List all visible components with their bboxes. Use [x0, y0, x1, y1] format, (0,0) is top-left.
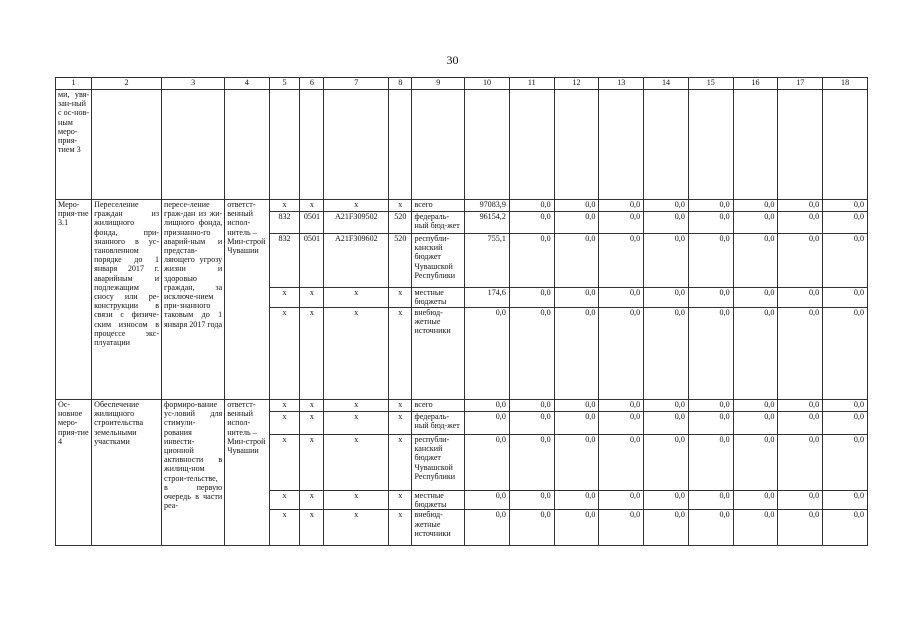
code-target: x	[324, 510, 389, 546]
amount-cell: 0,0	[599, 288, 644, 308]
column-header: 11	[509, 78, 554, 90]
column-header: 8	[389, 78, 412, 90]
amount-cell: 0,0	[733, 510, 778, 546]
amount-cell: 174,6	[465, 288, 510, 308]
amount-cell: 0,0	[823, 200, 868, 212]
amount-cell: 0,0	[509, 308, 554, 400]
code-grbs: x	[269, 200, 300, 212]
code-target: x	[324, 412, 389, 435]
amount-cell: 0,0	[599, 212, 644, 234]
column-header: 13	[599, 78, 644, 90]
amount-cell: 0,0	[599, 491, 644, 510]
amount-cell: 0,0	[644, 435, 689, 491]
amount-cell: 0,0	[509, 510, 554, 546]
amount-cell: 0,0	[554, 212, 599, 234]
code-section: x	[300, 288, 324, 308]
funding-source: местные бюджеты	[412, 288, 465, 308]
amount-cell: 0,0	[465, 412, 510, 435]
amount-cell: 0,0	[644, 200, 689, 212]
code-grbs: x	[269, 400, 300, 412]
code-target: A21F309602	[324, 234, 389, 288]
code-grbs: x	[269, 491, 300, 510]
amount-cell: 0,0	[465, 308, 510, 400]
amount-cell: 96154,2	[465, 212, 510, 234]
column-header: 17	[778, 78, 823, 90]
code-section: x	[300, 412, 324, 435]
code-target: x	[324, 308, 389, 400]
amount-cell: 0,0	[778, 491, 823, 510]
amount-cell: 0,0	[465, 510, 510, 546]
amount-cell: 0,0	[733, 412, 778, 435]
code-target: x	[324, 435, 389, 491]
amount-cell: 0,0	[733, 400, 778, 412]
code-expense-type: x	[389, 412, 412, 435]
code-section: 0501	[300, 212, 324, 234]
funding-source: внебюд-жетные источники	[412, 308, 465, 400]
amount-cell: 0,0	[644, 308, 689, 400]
responsible-executor: ответст-венный испол-нитель – Мин-строй Чувашии	[225, 200, 269, 400]
amount-cell: 0,0	[688, 288, 733, 308]
code-grbs: 832	[269, 234, 300, 288]
amount-cell: 0,0	[688, 234, 733, 288]
amount-cell: 0,0	[599, 510, 644, 546]
column-header: 1	[56, 78, 92, 90]
code-expense-type: x	[389, 491, 412, 510]
amount-cell: 0,0	[599, 200, 644, 212]
funding-source: всего	[412, 400, 465, 412]
amount-cell: 0,0	[823, 510, 868, 546]
measure-goal: формиро-вание ус-ловий для стимули-рования инвести-ционной активности в жилищ-ном строи-тельстве, в первую очередь в части реа-	[162, 400, 225, 546]
code-grbs: x	[269, 288, 300, 308]
code-section: 0501	[300, 234, 324, 288]
continuation-row	[56, 90, 868, 200]
amount-cell: 0,0	[509, 288, 554, 308]
amount-cell: 0,0	[465, 435, 510, 491]
amount-cell: 0,0	[554, 400, 599, 412]
empty-cell	[778, 90, 823, 200]
empty-cell	[324, 90, 389, 200]
empty-cell	[300, 90, 324, 200]
amount-cell: 0,0	[733, 288, 778, 308]
amount-cell: 0,0	[688, 510, 733, 546]
code-target: x	[324, 400, 389, 412]
funding-source: местные бюджеты	[412, 491, 465, 510]
code-section: x	[300, 491, 324, 510]
amount-cell: 97083,9	[465, 200, 510, 212]
empty-cell	[733, 90, 778, 200]
amount-cell: 0,0	[465, 491, 510, 510]
empty-cell	[162, 90, 225, 200]
code-section: x	[300, 400, 324, 412]
column-header: 18	[823, 78, 868, 90]
amount-cell: 0,0	[733, 308, 778, 400]
amount-cell: 0,0	[509, 234, 554, 288]
code-grbs: x	[269, 510, 300, 546]
amount-cell: 0,0	[778, 510, 823, 546]
code-expense-type: x	[389, 200, 412, 212]
amount-cell: 0,0	[823, 491, 868, 510]
amount-cell: 0,0	[509, 212, 554, 234]
code-grbs: x	[269, 308, 300, 400]
empty-cell	[509, 90, 554, 200]
amount-cell: 0,0	[554, 308, 599, 400]
code-expense-type: x	[389, 288, 412, 308]
empty-cell	[412, 90, 465, 200]
code-grbs: x	[269, 412, 300, 435]
responsible-executor: ответст-венный испол-нитель – Мин-строй Чувашии	[225, 400, 269, 546]
table-row	[56, 400, 868, 412]
empty-cell	[554, 90, 599, 200]
empty-cell	[92, 90, 162, 200]
funding-source: республи-канский бюджет Чувашской Республики	[412, 435, 465, 491]
amount-cell: 0,0	[509, 491, 554, 510]
amount-cell: 0,0	[599, 400, 644, 412]
amount-cell: 0,0	[688, 308, 733, 400]
program-table	[55, 77, 868, 546]
code-expense-type: x	[389, 400, 412, 412]
amount-cell: 0,0	[778, 435, 823, 491]
empty-cell	[823, 90, 868, 200]
measure-title: Обеспечение жилищного строительства земельными участками	[92, 400, 162, 546]
column-header: 3	[162, 78, 225, 90]
amount-cell: 0,0	[509, 400, 554, 412]
amount-cell: 755,1	[465, 234, 510, 288]
amount-cell: 0,0	[599, 234, 644, 288]
amount-cell: 0,0	[778, 308, 823, 400]
code-grbs: x	[269, 435, 300, 491]
amount-cell: 0,0	[644, 510, 689, 546]
amount-cell: 0,0	[823, 308, 868, 400]
empty-cell	[389, 90, 412, 200]
amount-cell: 0,0	[554, 200, 599, 212]
code-section: x	[300, 510, 324, 546]
amount-cell: 0,0	[644, 234, 689, 288]
column-header: 10	[465, 78, 510, 90]
amount-cell: 0,0	[778, 234, 823, 288]
code-section: x	[300, 200, 324, 212]
amount-cell: 0,0	[733, 200, 778, 212]
amount-cell: 0,0	[509, 435, 554, 491]
column-header: 5	[269, 78, 300, 90]
measure-name: Ос-новное меро-прия-тие 4	[56, 400, 92, 546]
amount-cell: 0,0	[688, 212, 733, 234]
continuation-name: ми, увя-зан-ный с ос-нов-ным меро-прия-тием 3	[56, 90, 92, 200]
amount-cell: 0,0	[823, 212, 868, 234]
code-target: x	[324, 491, 389, 510]
funding-source: федераль-ный бюд-жет	[412, 412, 465, 435]
amount-cell: 0,0	[644, 491, 689, 510]
amount-cell: 0,0	[688, 412, 733, 435]
empty-cell	[269, 90, 300, 200]
column-header: 16	[733, 78, 778, 90]
amount-cell: 0,0	[509, 412, 554, 435]
amount-cell: 0,0	[688, 400, 733, 412]
code-expense-type: x	[389, 435, 412, 491]
amount-cell: 0,0	[599, 308, 644, 400]
code-section: x	[300, 435, 324, 491]
column-header: 15	[688, 78, 733, 90]
measure-goal: пересе-ление граж-дан из жи-лищного фонда, признанно-го аварий-ным и представ-ляющего угрозу жизни и здоровью граждан, за исключе-нием при-знанного таковым до 1 января 2017 года	[162, 200, 225, 400]
amount-cell: 0,0	[554, 510, 599, 546]
amount-cell: 0,0	[599, 435, 644, 491]
funding-source: республи-канский бюджет Чувашской Республики	[412, 234, 465, 288]
amount-cell: 0,0	[554, 288, 599, 308]
measure-name: Меро-прия-тие 3.1	[56, 200, 92, 400]
column-header: 12	[554, 78, 599, 90]
column-header: 6	[300, 78, 324, 90]
code-expense-type: 520	[389, 234, 412, 288]
amount-cell: 0,0	[644, 400, 689, 412]
amount-cell: 0,0	[823, 400, 868, 412]
column-header: 9	[412, 78, 465, 90]
code-grbs: 832	[269, 212, 300, 234]
code-target: A21F309502	[324, 212, 389, 234]
amount-cell: 0,0	[778, 200, 823, 212]
column-header: 14	[644, 78, 689, 90]
amount-cell: 0,0	[823, 435, 868, 491]
funding-source: всего	[412, 200, 465, 212]
amount-cell: 0,0	[644, 288, 689, 308]
measure-title: Переселение граждан из жилищного фонда, при-знанного в ус-тановленном порядке до 1 января 2017 г. аварийным и подлежащим сносу или ре-конструкции в связи с физиче-ским износом в процессе экс-плуатации	[92, 200, 162, 400]
amount-cell: 0,0	[733, 491, 778, 510]
amount-cell: 0,0	[778, 288, 823, 308]
code-target: x	[324, 288, 389, 308]
amount-cell: 0,0	[823, 234, 868, 288]
empty-cell	[688, 90, 733, 200]
amount-cell: 0,0	[554, 234, 599, 288]
amount-cell: 0,0	[599, 412, 644, 435]
code-expense-type: x	[389, 308, 412, 400]
amount-cell: 0,0	[554, 412, 599, 435]
amount-cell: 0,0	[778, 212, 823, 234]
amount-cell: 0,0	[733, 212, 778, 234]
amount-cell: 0,0	[509, 200, 554, 212]
code-expense-type: 520	[389, 212, 412, 234]
column-header: 7	[324, 78, 389, 90]
empty-cell	[225, 90, 269, 200]
code-expense-type: x	[389, 510, 412, 546]
page-number: 30	[446, 53, 459, 67]
amount-cell: 0,0	[778, 400, 823, 412]
amount-cell: 0,0	[688, 435, 733, 491]
amount-cell: 0,0	[733, 435, 778, 491]
amount-cell: 0,0	[688, 491, 733, 510]
empty-cell	[465, 90, 510, 200]
amount-cell: 0,0	[644, 212, 689, 234]
column-header: 4	[225, 78, 269, 90]
amount-cell: 0,0	[823, 288, 868, 308]
code-target: x	[324, 200, 389, 212]
code-section: x	[300, 308, 324, 400]
amount-cell: 0,0	[554, 491, 599, 510]
empty-cell	[599, 90, 644, 200]
amount-cell: 0,0	[823, 412, 868, 435]
funding-source: внебюд-жетные источники	[412, 510, 465, 546]
table-row	[56, 200, 868, 212]
amount-cell: 0,0	[644, 412, 689, 435]
amount-cell: 0,0	[554, 435, 599, 491]
empty-cell	[644, 90, 689, 200]
funding-source: федераль-ный бюд-жет	[412, 212, 465, 234]
amount-cell: 0,0	[733, 234, 778, 288]
amount-cell: 0,0	[688, 200, 733, 212]
column-header: 2	[92, 78, 162, 90]
amount-cell: 0,0	[778, 412, 823, 435]
header-row	[56, 78, 868, 90]
amount-cell: 0,0	[465, 400, 510, 412]
